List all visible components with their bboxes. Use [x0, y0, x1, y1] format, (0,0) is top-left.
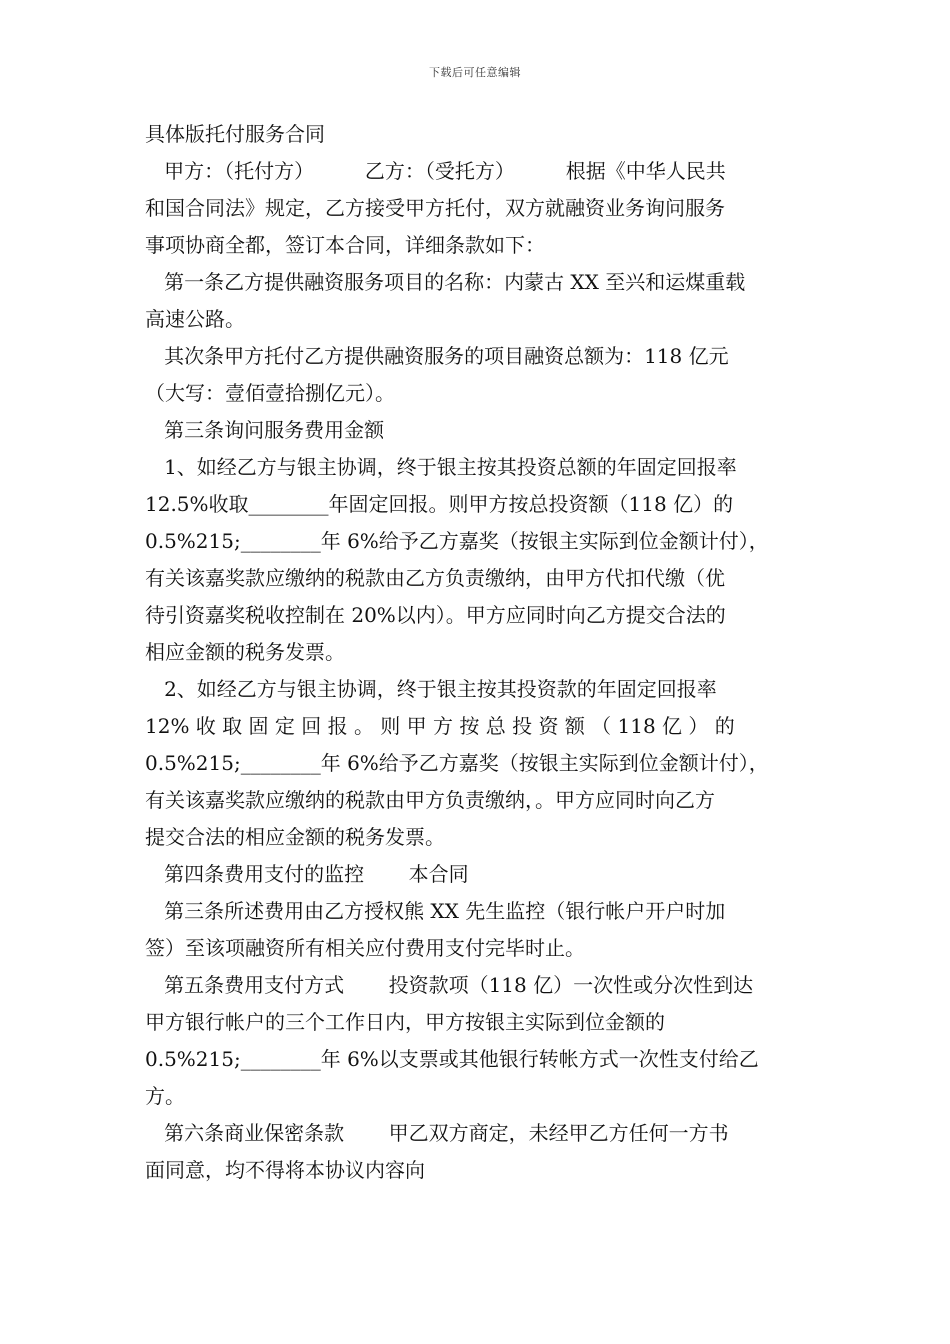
article-2-heading: 其次条甲方托付乙方提供融资服务的项目融资总额为：118 亿元: [145, 344, 729, 368]
text-line: 12.5%收取________年固定回报。则甲方按总投资额（118 亿）的: [145, 492, 734, 516]
text-line: 提交合法的相应金额的税务发票。: [145, 825, 445, 849]
text-line: 有关该嘉奖款应缴纳的税款由乙方负责缴纳，由甲方代扣代缴（优: [145, 566, 725, 590]
text-line: 12% 收 取 固 定 回 报 。 则 甲 方 按 总 投 资 额 （ 118 亿 ） 的: [145, 714, 735, 738]
text-line: 有关该嘉奖款应缴纳的税款由甲方负责缴纳，。甲方应同时向乙方: [145, 788, 715, 812]
clause-1-line: 1、如经乙方与银主协调，终于银主按其投资总额的年固定回报率: [145, 455, 737, 479]
text-line: 高速公路。: [145, 307, 245, 331]
article-6-heading: 第六条商业保密条款 甲乙双方商定，未经甲乙方任何一方书: [145, 1121, 729, 1145]
page-header-note: 下载后可任意编辑: [429, 66, 521, 79]
article-3-heading: 第三条询问服务费用金额: [145, 418, 385, 442]
text-line: 0.5%215;________年 6%给予乙方嘉奖（按银主实际到位金额计付），: [145, 529, 769, 553]
text-line: （大写：壹佰壹拾捌亿元）。: [145, 381, 395, 405]
contract-body: [145, 116, 807, 1189]
article-1-heading: 第一条乙方提供融资服务项目的名称：内蒙古 XX 至兴和运煤重载: [145, 270, 746, 294]
text-line: 相应金额的税务发票。: [145, 640, 345, 664]
text-line: 面同意，均不得将本协议内容向: [145, 1158, 425, 1182]
article-4-heading: 第四条费用支付的监控 本合同: [145, 862, 469, 886]
parties-line: 甲方：（托付方） 乙方：（受托方） 根据《中华人民共: [145, 159, 726, 183]
text-line: 事项协商全都，签订本合同，详细条款如下：: [145, 233, 545, 257]
text-line: 0.5%215;________年 6%给予乙方嘉奖（按银主实际到位金额计付），: [145, 751, 769, 775]
article-5-heading: 第五条费用支付方式 投资款项（118 亿）一次性或分次性到达: [145, 973, 754, 997]
text-line: 甲方银行帐户的三个工作日内，甲方按银主实际到位金额的: [145, 1010, 665, 1034]
text-line: 第三条所述费用由乙方授权熊 XX 先生监控（银行帐户开户时加: [145, 899, 726, 923]
text-line: 0.5%215;________年 6%以支票或其他银行转帐方式一次性支付给乙: [145, 1047, 759, 1071]
document-title: 具体版托付服务合同: [145, 122, 325, 146]
text-line: 方。: [145, 1084, 185, 1108]
text-line: 待引资嘉奖税收控制在 20%以内）。甲方应同时向乙方提交合法的: [145, 603, 726, 627]
clause-2-line: 2、如经乙方与银主协调，终于银主按其投资款的年固定回报率: [145, 677, 717, 701]
text-line: 和国合同法》规定，乙方接受甲方托付，双方就融资业务询问服务: [145, 196, 725, 220]
text-line: 签）至该项融资所有相关应付费用支付完毕时止。: [145, 936, 585, 960]
